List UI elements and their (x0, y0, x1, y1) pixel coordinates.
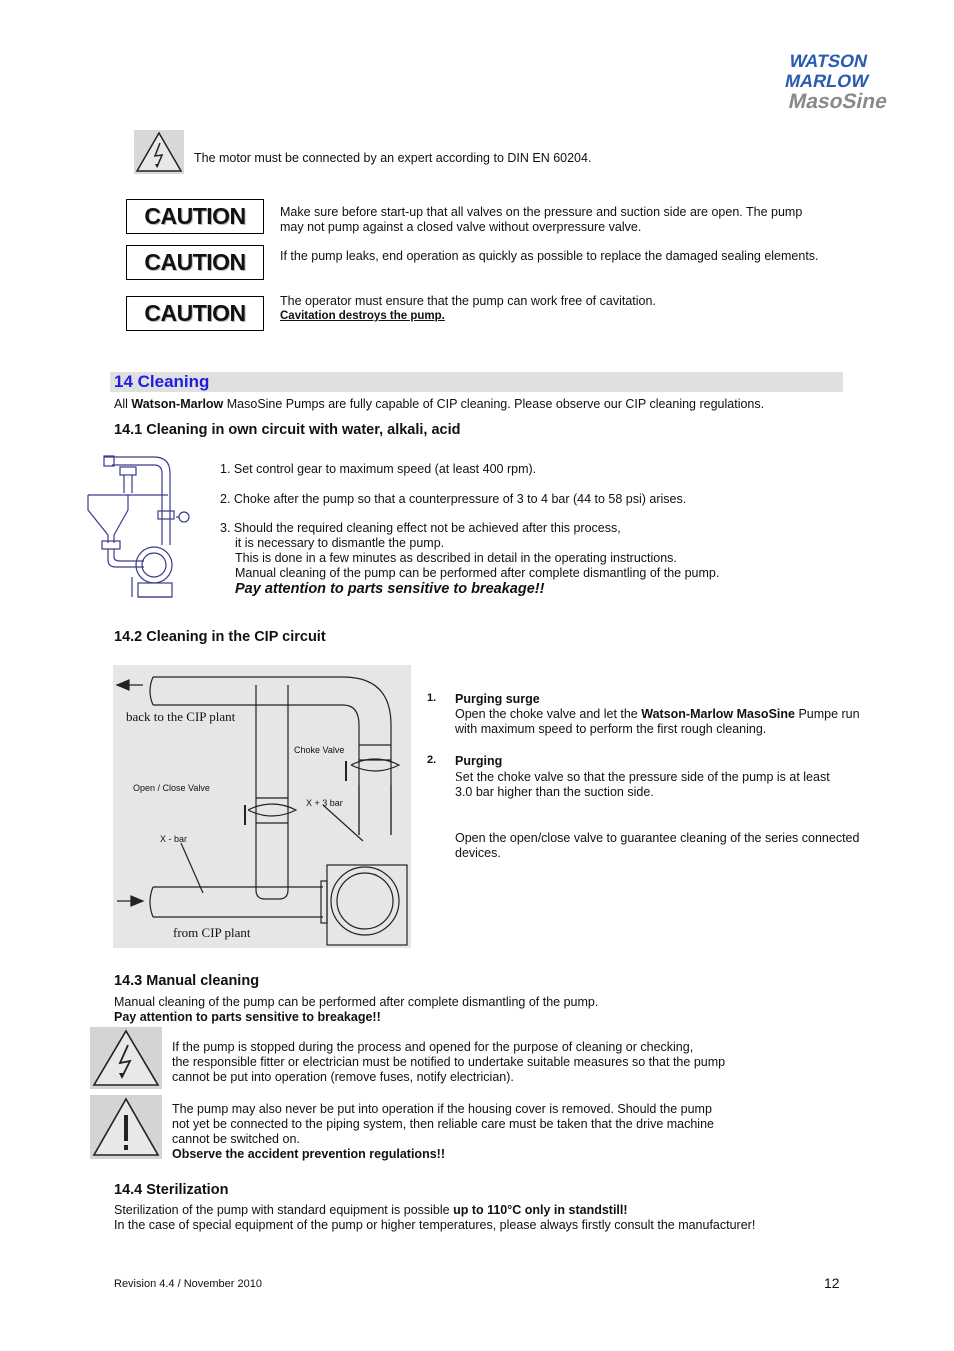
manual-cleaning-text: Manual cleaning of the pump can be performed after complete dismantling of the pump. Pay attention to parts sensitive to breakage!! (114, 995, 599, 1024)
section-title: 14 Cleaning (114, 372, 210, 391)
svg-text:MasoSine: MasoSine (786, 90, 890, 112)
electrical-warning-text: If the pump is stopped during the process and opened for the purpose of cleaning or checking, the responsible fitter or electrician must be notified to undertake suitable measures so that the pump cannot be put into operation (remove fuses, notify electrician). (172, 1040, 726, 1084)
item-1-number: 1. (427, 692, 437, 704)
caution-label-3: CAUTION (126, 296, 264, 331)
caution-text-1: Make sure before start-up that all valves on the pressure and suction side are open. The pump may not pump against a closed valve without overpressure valve. (280, 205, 803, 234)
label-from-cip: from CIP plant (173, 925, 251, 940)
heading-14-3: 14.3 Manual cleaning (114, 973, 260, 989)
housing-warning-text: The pump may also never be put into operation if the housing cover is removed. Should the pump not yet be connected to the piping system, then reliable care must be taken that the drive machine cannot be switched on. Observe the accident prevention regulations!! (172, 1102, 714, 1161)
svg-text:MARLOW: MARLOW (783, 71, 871, 91)
step-2: 2. Choke after the pump so that a counterpressure of 3 to 4 bar (44 to 58 psi) arises. (220, 492, 687, 506)
item-1-text: Purging surge Open the choke valve and let the Watson-Marlow MasoSine Pumpe run with maximum speed to perform the first rough cleaning. (455, 692, 860, 736)
caution-text-2: If the pump leaks, end operation as quickly as possible to replace the damaged sealing elements. (280, 249, 819, 263)
sterilization-text: Sterilization of the pump with standard equipment is possible up to 110°C only in standstill! In the case of special equipment of the pump or higher temperatures, please always firstly consult the manufacturer! (114, 1203, 756, 1232)
breakage-note: Pay attention to parts sensitive to breakage!! (235, 581, 545, 597)
item-2-text: Purging Set the choke valve so that the pressure side of the pump is at least 3.0 bar higher than the suction side. (455, 754, 830, 799)
cip-circuit-diagram (113, 665, 411, 948)
section-heading-bar (110, 372, 843, 392)
caution-text-3: The operator must ensure that the pump can work free of cavitation. Cavitation destroys the pump. (280, 294, 656, 322)
watson-marlow-logo (778, 50, 903, 112)
heading-14-1: 14.1 Cleaning in own circuit with water, alkali, acid (114, 422, 461, 438)
svg-text:WATSON: WATSON (787, 51, 870, 71)
own-circuit-diagram (84, 455, 192, 601)
section-intro: All Watson-Marlow MasoSine Pumps are fully capable of CIP cleaning. Please observe our CIP cleaning regulations. (114, 397, 765, 411)
high-voltage-warning-icon (134, 130, 184, 174)
step-1: 1. Set control gear to maximum speed (at least 400 rpm). (220, 462, 537, 476)
item-3-text: Open the open/close valve to guarantee cleaning of the series connected devices. (455, 831, 860, 860)
label-open-close-valve: Open / Close Valve (133, 783, 210, 793)
electrical-hazard-icon (90, 1027, 162, 1089)
motor-warning-text: The motor must be connected by an expert according to DIN EN 60204. (194, 151, 592, 165)
item-2-number: 2. (427, 754, 437, 766)
label-choke-valve: Choke Valve (294, 745, 345, 755)
step-3: 3. Should the required cleaning effect not be achieved after this process, it is necessary to dismantle the pump. This is done in a few minutes as described in detail in the operating instructions. Manual cleaning of the pump can be performed after complete dismantling of the pump. (220, 521, 720, 580)
caution-label-1: CAUTION (126, 199, 264, 234)
general-warning-icon (90, 1095, 162, 1159)
heading-14-2: 14.2 Cleaning in the CIP circuit (114, 629, 326, 645)
label-x-plus-3-bar: X + 3 bar (306, 798, 343, 808)
caution-label-2: CAUTION (126, 245, 264, 280)
revision-footer: Revision 4.4 / November 2010 (114, 1278, 262, 1290)
heading-14-4: 14.4 Sterilization (114, 1182, 229, 1198)
label-x-bar: X - bar (160, 834, 188, 844)
page-number: 12 (824, 1275, 840, 1291)
label-back-to-cip: back to the CIP plant (126, 709, 236, 724)
